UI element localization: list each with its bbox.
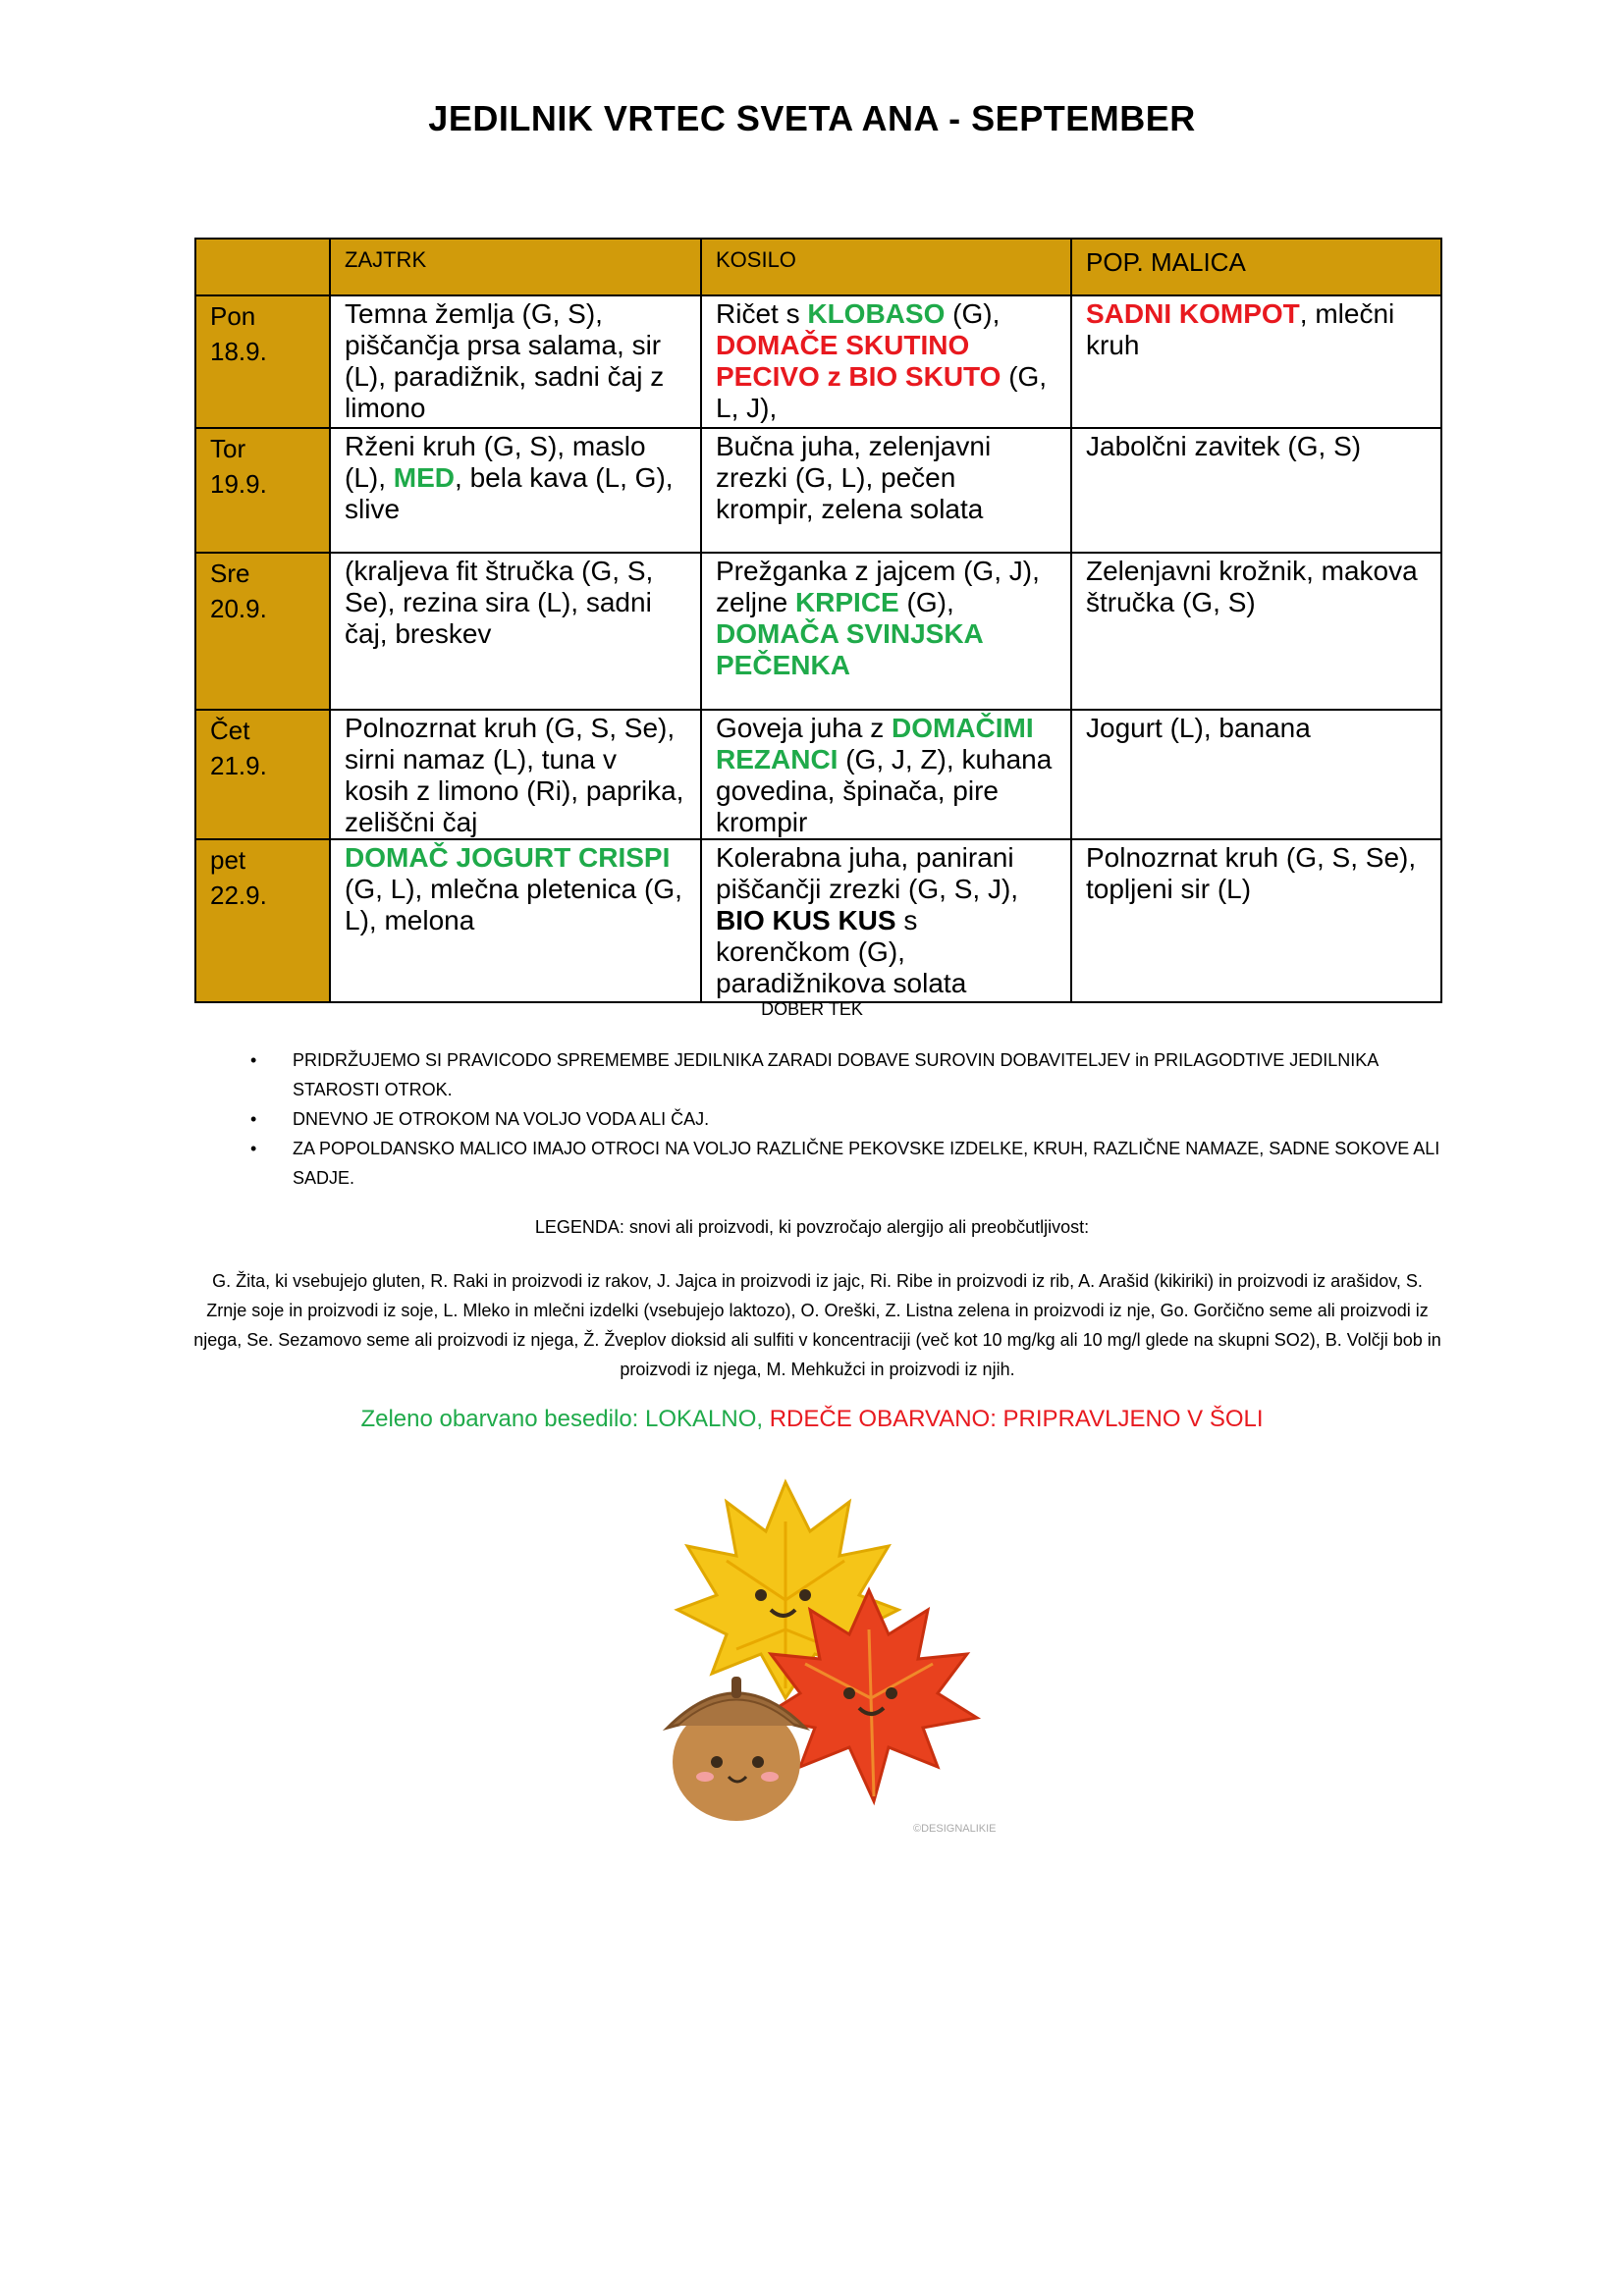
menu-text: Temna žemlja (G, S), piščančja prsa salama, sir (L), paradižnik, sadni čaj z limono xyxy=(345,298,665,423)
lunch-cell xyxy=(701,839,1071,1002)
note-text: PRIDRŽUJEMO SI PRAVICODO SPREMEMBE JEDILNIKA ZARADI DOBAVE SUROVIN DOBAVITELJEV in PRILAGODTIVE JEDILNIKA STAROSTI OTROK. xyxy=(293,1050,1379,1099)
day-name: pet xyxy=(210,845,246,875)
snack-cell xyxy=(1071,553,1441,710)
menu-text: Kolerabna juha, panirani piščančji zrezki (G, S, J), xyxy=(716,842,1019,904)
menu-text: Jogurt (L), banana xyxy=(1086,713,1311,743)
highlighted-text: KRPICE xyxy=(794,587,899,617)
legend-heading: LEGENDA: snovi ali proizvodi, ki povzročajo alergijo ali preobčutljivost: xyxy=(534,1217,1090,1237)
day-cell xyxy=(195,553,330,710)
lunch-cell xyxy=(701,710,1071,839)
breakfast-cell xyxy=(330,553,701,710)
day-cell xyxy=(195,428,330,553)
day-date: 18.9. xyxy=(210,337,267,366)
header-snack: POP. MALICA xyxy=(1071,239,1441,295)
lunch-cell xyxy=(701,295,1071,428)
menu-row xyxy=(195,710,1441,839)
lunch-cell xyxy=(701,553,1071,710)
highlighted-text: SADNI KOMPOT xyxy=(1086,298,1300,329)
menu-row xyxy=(195,295,1441,428)
highlighted-text: KLOBASO xyxy=(807,298,946,329)
day-date: 20.9. xyxy=(210,594,267,623)
lunch-cell xyxy=(701,428,1071,553)
breakfast-cell xyxy=(330,710,701,839)
breakfast-cell xyxy=(330,295,701,428)
day-date: 21.9. xyxy=(210,751,267,780)
color-legend-green: Zeleno obarvano besedilo: LOKALNO, xyxy=(360,1406,770,1432)
day-date: 19.9. xyxy=(210,469,267,499)
snack-cell xyxy=(1071,428,1441,553)
highlighted-text: DOMAČE SKUTINO PECIVO z BIO SKUTO xyxy=(716,330,1001,392)
menu-text: (G, L, J), xyxy=(716,361,1048,423)
menu-text: Zelenjavni krožnik, makova štručka (G, S) xyxy=(1086,556,1418,617)
menu-text: Prežganka z jajcem (G, J), zeljne xyxy=(716,556,1040,617)
highlighted-text: MED xyxy=(393,462,456,493)
highlighted-text: DOMAČIMI REZANCI xyxy=(716,713,1034,774)
page-title: JEDILNIK VRTEC SVETA ANA - SEPTEMBER xyxy=(428,98,1196,138)
day-name: Čet xyxy=(210,716,250,745)
menu-text: Jabolčni zavitek (G, S) xyxy=(1086,431,1362,461)
bullet-icon: • xyxy=(250,1050,257,1070)
color-legend-red: RDEČE OBARVANO: PRIPRAVLJENO V ŠOLI xyxy=(769,1406,1264,1432)
allergen-legend: G. Žita, ki vsebujejo gluten, R. Raki in proizvodi iz rakov, J. Jajca in proizvodi iz jajc, Ri. Ribe in proizvodi iz rib, A. Arašid (kikiriki) in proizvodi iz arašidov, S. Zrnje soje in proizvodi iz soje, L. Mleko in mlečni izdelki (vsebujejo laktozo), O. Oreški, Z. Listna zelena in proizvodi iz nje, Go. Gorčično seme ali proizvodi iz njega, Se. Sezamovo seme ali proizvodi iz njega, Ž. Žveplov dioksid ali sulfiti v koncentraciji (več kot 10 mg/kg ali 10 mg/l glede na skupni SO2), B. Volčji bob in proizvodi iz njega, M. Mehkužci in proizvodi iz njih. xyxy=(193,1271,1441,1379)
menu-text: (G, J, Z), kuhana govedina, špinača, pire krompir xyxy=(716,744,1053,837)
menu-text: Bučna juha, zelenjavni zrezki (G, L), pečen krompir, zelena solata xyxy=(716,431,992,524)
menu-text: Polnozrnat kruh (G, S, Se), sirni namaz (L), tuna v kosih z limono (Ri), paprika, zeliščni čaj xyxy=(345,713,684,837)
day-cell xyxy=(195,295,330,428)
menu-row xyxy=(195,553,1441,710)
corner-cell xyxy=(195,239,330,295)
day-cell xyxy=(195,710,330,839)
bullet-icon: • xyxy=(250,1109,257,1129)
menu-text: (G, L), mlečna pletenica (G, L), melona xyxy=(345,874,682,935)
day-name: Sre xyxy=(210,559,250,588)
menu-text: Rženi kruh (G, S), maslo (L), xyxy=(345,431,646,493)
breakfast-cell xyxy=(330,839,701,1002)
snack-cell xyxy=(1071,710,1441,839)
menu-row xyxy=(195,428,1441,553)
menu-text: , mlečni kruh xyxy=(1086,298,1395,360)
menu-table xyxy=(194,238,1442,1003)
note-item xyxy=(250,1134,1448,1193)
menu-text: , bela kava (L, G), slive xyxy=(345,462,674,524)
day-cell xyxy=(195,839,330,1002)
header-lunch: KOSILO xyxy=(701,239,1071,295)
day-name: Pon xyxy=(210,301,256,331)
highlighted-text: BIO KUS KUS xyxy=(716,905,896,935)
menu-text: Polnozrnat kruh (G, S, Se), topljeni sir (L) xyxy=(1086,842,1417,904)
header-breakfast: ZAJTRK xyxy=(330,239,701,295)
bullet-icon: • xyxy=(250,1139,257,1158)
highlighted-text: DOMAČ JOGURT CRISPI xyxy=(345,842,671,873)
menu-text: (G), xyxy=(898,587,954,617)
menu-text: Ričet s xyxy=(716,298,808,329)
menu-text: (kraljeva fit štručka (G, S, Se), rezina sira (L), sadni čaj, breskev xyxy=(345,556,654,649)
menu-row xyxy=(195,839,1441,1002)
day-name: Tor xyxy=(210,434,246,463)
note-text: DNEVNO JE OTROKOM NA VOLJO VODA ALI ČAJ. xyxy=(293,1109,710,1129)
snack-cell xyxy=(1071,839,1441,1002)
snack-cell xyxy=(1071,295,1441,428)
note-item xyxy=(250,1045,1448,1104)
menu-header-row xyxy=(195,239,1441,295)
note-text: ZA POPOLDANSKO MALICO IMAJO OTROCI NA VOLJO RAZLIČNE PEKOVSKE IZDELKE, KRUH, RAZLIČNE NAMAZE, SADNE SOKOVE ALI SADJE. xyxy=(293,1139,1440,1188)
menu-text: Goveja juha z xyxy=(716,713,892,743)
menu-text: (G), xyxy=(945,298,1001,329)
day-date: 22.9. xyxy=(210,881,267,910)
menu-text: s korenčkom (G), paradižnikova solata xyxy=(716,905,967,998)
highlighted-text: DOMAČA SVINJSKA PEČENKA xyxy=(716,618,983,680)
image-credit: ©DESIGNALIKIE xyxy=(913,1823,997,1835)
notes-list xyxy=(250,1045,1448,1193)
note-item xyxy=(250,1104,1448,1134)
color-legend xyxy=(0,1406,1624,1433)
dober-tek-text: DOBER TEK xyxy=(761,999,863,1019)
autumn-leaves-illustration xyxy=(638,1463,1011,1845)
breakfast-cell xyxy=(330,428,701,553)
